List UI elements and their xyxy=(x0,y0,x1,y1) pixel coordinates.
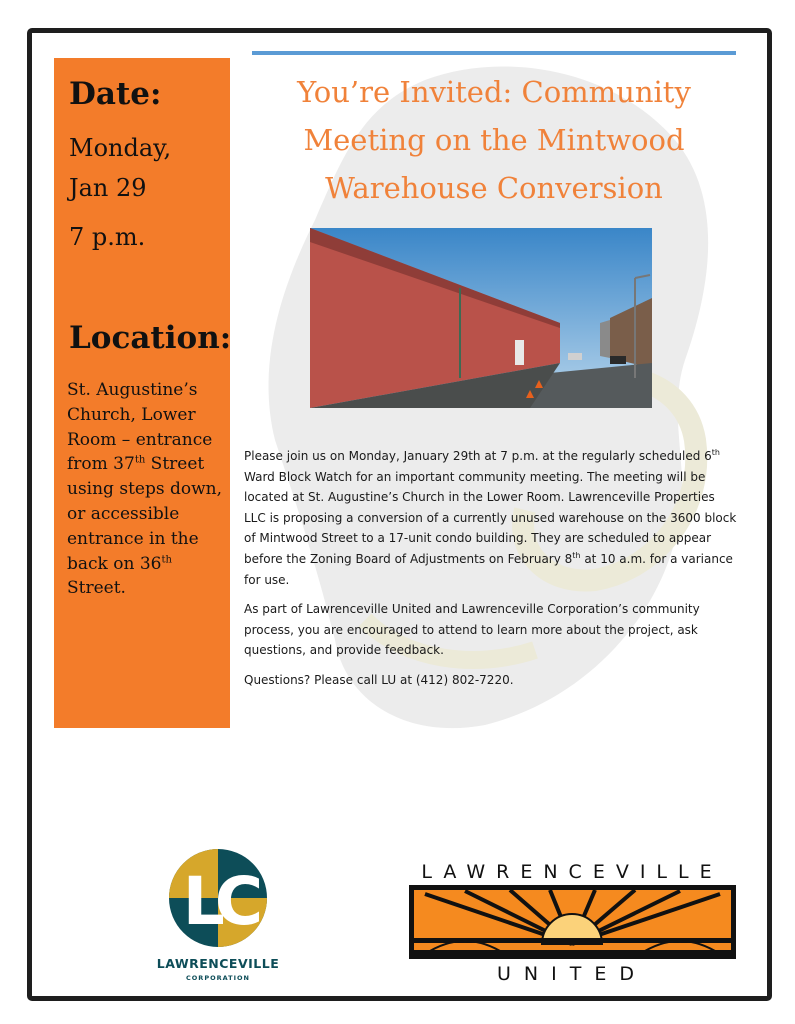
warehouse-photo xyxy=(310,228,652,408)
date-weekday: Monday, xyxy=(69,134,172,162)
invitation-body xyxy=(244,446,738,700)
svg-text:LAWRENCEVILLE: LAWRENCEVILLE xyxy=(421,861,723,883)
flyer-title xyxy=(244,68,744,212)
lawrenceville-united-logo xyxy=(405,858,740,983)
lawrenceville-corporation-logo xyxy=(148,848,288,983)
svg-text:LAWRENCEVILLE: LAWRENCEVILLE xyxy=(156,956,280,971)
top-accent-rule xyxy=(252,51,736,55)
title-line-3: Warehouse Conversion xyxy=(325,171,663,205)
location-text: St. Augustine’s Church, Lower Room – entrance from 37th Street using steps down, or accessible entrance in the back on 36th Street. xyxy=(67,380,222,599)
body-paragraph-2: As part of Lawrenceville United and Lawrenceville Corporation’s community process, you are encouraged to attend to learn more about the project, ask questions, and provide feedback. xyxy=(244,602,700,658)
event-time: 7 p.m. xyxy=(69,223,146,251)
location-heading: Location: xyxy=(69,320,232,356)
body-paragraph-1: Please join us on Monday, January 29th at 7 p.m. at the regularly scheduled 6th Ward Block Watch for an important community meeting. The meeting will be located at St. Augustine’s Church in the Lower Room. Lawrenceville Properties LLC is proposing a conversion of a currently unused warehouse on the 3600 block of Mintwood Street to a 17-unit condo building. They are scheduled to appear before the Zoning Board of Adjustments on February 8th at 10 a.m. for a variance for use. xyxy=(244,448,737,587)
date-heading: Date: xyxy=(69,76,162,112)
questions-contact: Questions? Please call LU at (412) 802-7220. xyxy=(244,672,514,687)
date-day: Jan 29 xyxy=(69,174,147,202)
event-details-sidebar xyxy=(54,58,230,728)
title-line-1: You’re Invited: Community xyxy=(297,75,691,109)
svg-text:CORPORATION: CORPORATION xyxy=(186,974,250,982)
svg-text:UNITED: UNITED xyxy=(497,963,647,983)
svg-text:LC: LC xyxy=(182,863,254,940)
title-line-2: Meeting on the Mintwood xyxy=(303,123,685,157)
